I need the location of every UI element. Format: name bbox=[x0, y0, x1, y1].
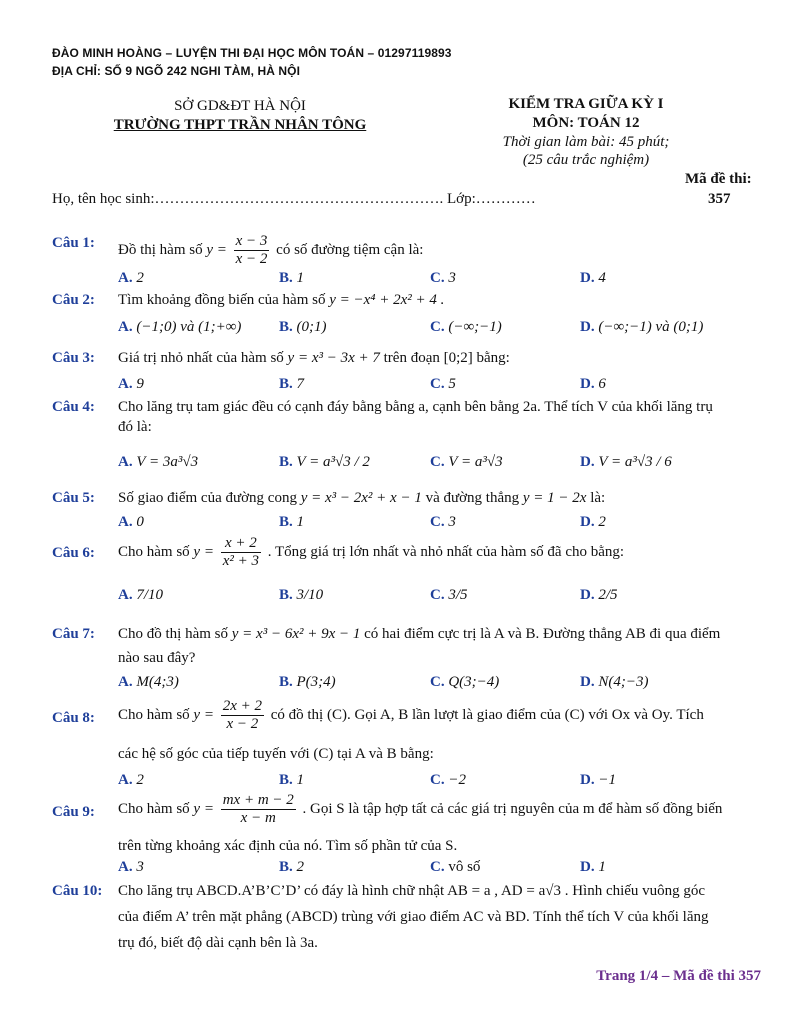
question-6: Câu 6: Cho hàm số y = $\frac{x + 2}{\text{x² + 3}}$ . Tổng giá trị lớn nhất và nhỏ nhất của hàm số đã cho bằng: bbox=[52, 535, 625, 569]
question-number: Câu 1: bbox=[52, 235, 95, 251]
question-9: Câu 9: Cho hàm số y = $\frac{mx + m - 2}{x - m}$ . Gọi S là tập hợp tất cả các giá trị nguyên của m để hàm số đồng biến trên từng khoảng xác định của nó. Tìm số phần tử của S. bbox=[52, 792, 723, 854]
options-2: A. (−1;0) và (1;+∞) B. (0;1) C. (−∞;−1) D. (−∞;−1) và (0;1) bbox=[118, 319, 704, 335]
fraction: $\frac{x - 3}{x - 2}$ bbox=[235, 233, 268, 267]
school-name: TRƯỜNG THPT TRẦN NHÂN TÔNG bbox=[113, 117, 367, 133]
options-8: A. 2 B. 1 C. −2 D. −1 bbox=[118, 772, 616, 788]
question-1: Câu 1: Đồ thị hàm số y = $\frac{x - 3}{x - 2}$ có số đường tiệm cận là: bbox=[52, 233, 424, 267]
question-text-2: có số đường tiệm cận là: bbox=[276, 241, 424, 258]
question-4: Câu 4: Cho lăng trụ tam giác đều có cạnh đáy bằng bằng a, cạnh bên bằng 2a. Thể tích V của khối lăng trụ đó là: bbox=[52, 399, 713, 435]
exam-time: Thời gian làm bài: 45 phút; bbox=[502, 134, 670, 150]
exam-subject: MÔN: TOÁN 12 bbox=[532, 115, 640, 131]
options-4: A. V = 3a³√3 B. V = a³√3 / 2 C. V = a³√3 D. V = a³√3 / 6 bbox=[118, 454, 672, 470]
options-6: A. 7/10 B. 3/10 C. 3/5 D. 2/5 bbox=[118, 587, 618, 603]
question-5: Câu 5: Số giao điểm của đường cong y = x³ − 2x² + x − 1 và đường thẳng y = 1 − 2x là: bbox=[52, 490, 606, 506]
code-label: Mã đề thi: bbox=[685, 171, 752, 187]
student-info-line: Họ, tên học sinh:…………………………………………………. Lớp:………… bbox=[52, 191, 536, 207]
exam-code: 357 bbox=[708, 191, 731, 207]
options-1: A. 2 B. 1 C. 3 D. 4 bbox=[118, 270, 606, 286]
banner-line-1: ĐÀO MINH HOÀNG – LUYỆN THI ĐẠI HỌC MÔN TOÁN – 01297119893 bbox=[52, 46, 452, 60]
exam-title: KIỂM TRA GIỮA KỲ I bbox=[508, 96, 664, 112]
question-8: Câu 8: Cho hàm số y = $\frac{2x + 2}{x - 2}$ có đồ thị (C). Gọi A, B lần lượt là giao điểm của (C) với Ox và Oy. Tích các hệ số góc của tiếp tuyến với (C) tại A và B bằng: bbox=[52, 698, 704, 762]
options-7: A. M(4;3) B. P(3;4) C. Q(3;−4) D. N(4;−3) bbox=[118, 674, 649, 690]
question-3: Câu 3: Giá trị nhỏ nhất của hàm số y = x³ − 3x + 7 trên đoạn [0;2] bằng: bbox=[52, 350, 510, 366]
question-2: Câu 2: Tìm khoảng đồng biến của hàm số y = −x⁴ + 2x² + 4 . bbox=[52, 292, 445, 308]
options-9: A. 3 B. 2 C. vô số D. 1 bbox=[118, 859, 606, 875]
banner-line-2: ĐỊA CHỈ: SỐ 9 NGÕ 242 NGHI TÀM, HÀ NỘI bbox=[52, 64, 301, 78]
question-7: Câu 7: Cho đồ thị hàm số y = x³ − 6x² + 9x − 1 có hai điểm cực trị là A và B. Đường thẳng AB đi qua điểm nào sau đây? bbox=[52, 626, 721, 666]
question-text: Đồ thị hàm số bbox=[118, 241, 203, 258]
options-5: A. 0 B. 1 C. 3 D. 2 bbox=[118, 514, 606, 530]
dept-name: SỞ GD&ĐT HÀ NỘI bbox=[174, 98, 306, 114]
question-10: Câu 10: Cho lăng trụ ABCD.A’B’C’D’ có đáy là hình chữ nhật AB = a , AD = a√3 . Hình chiếu vuông góc của điểm A’ trên mặt phẳng (ABCD) trùng với giao điểm AC và BD. Tính thể tích V của khối lăng trụ đó, biết độ dài cạnh bên là 3a. bbox=[52, 883, 709, 951]
page-footer: Trang 1/4 – Mã đề thi 357 bbox=[596, 968, 761, 984]
exam-count: (25 câu trắc nghiệm) bbox=[522, 152, 650, 168]
options-3: A. 9 B. 7 C. 5 D. 6 bbox=[118, 376, 606, 392]
